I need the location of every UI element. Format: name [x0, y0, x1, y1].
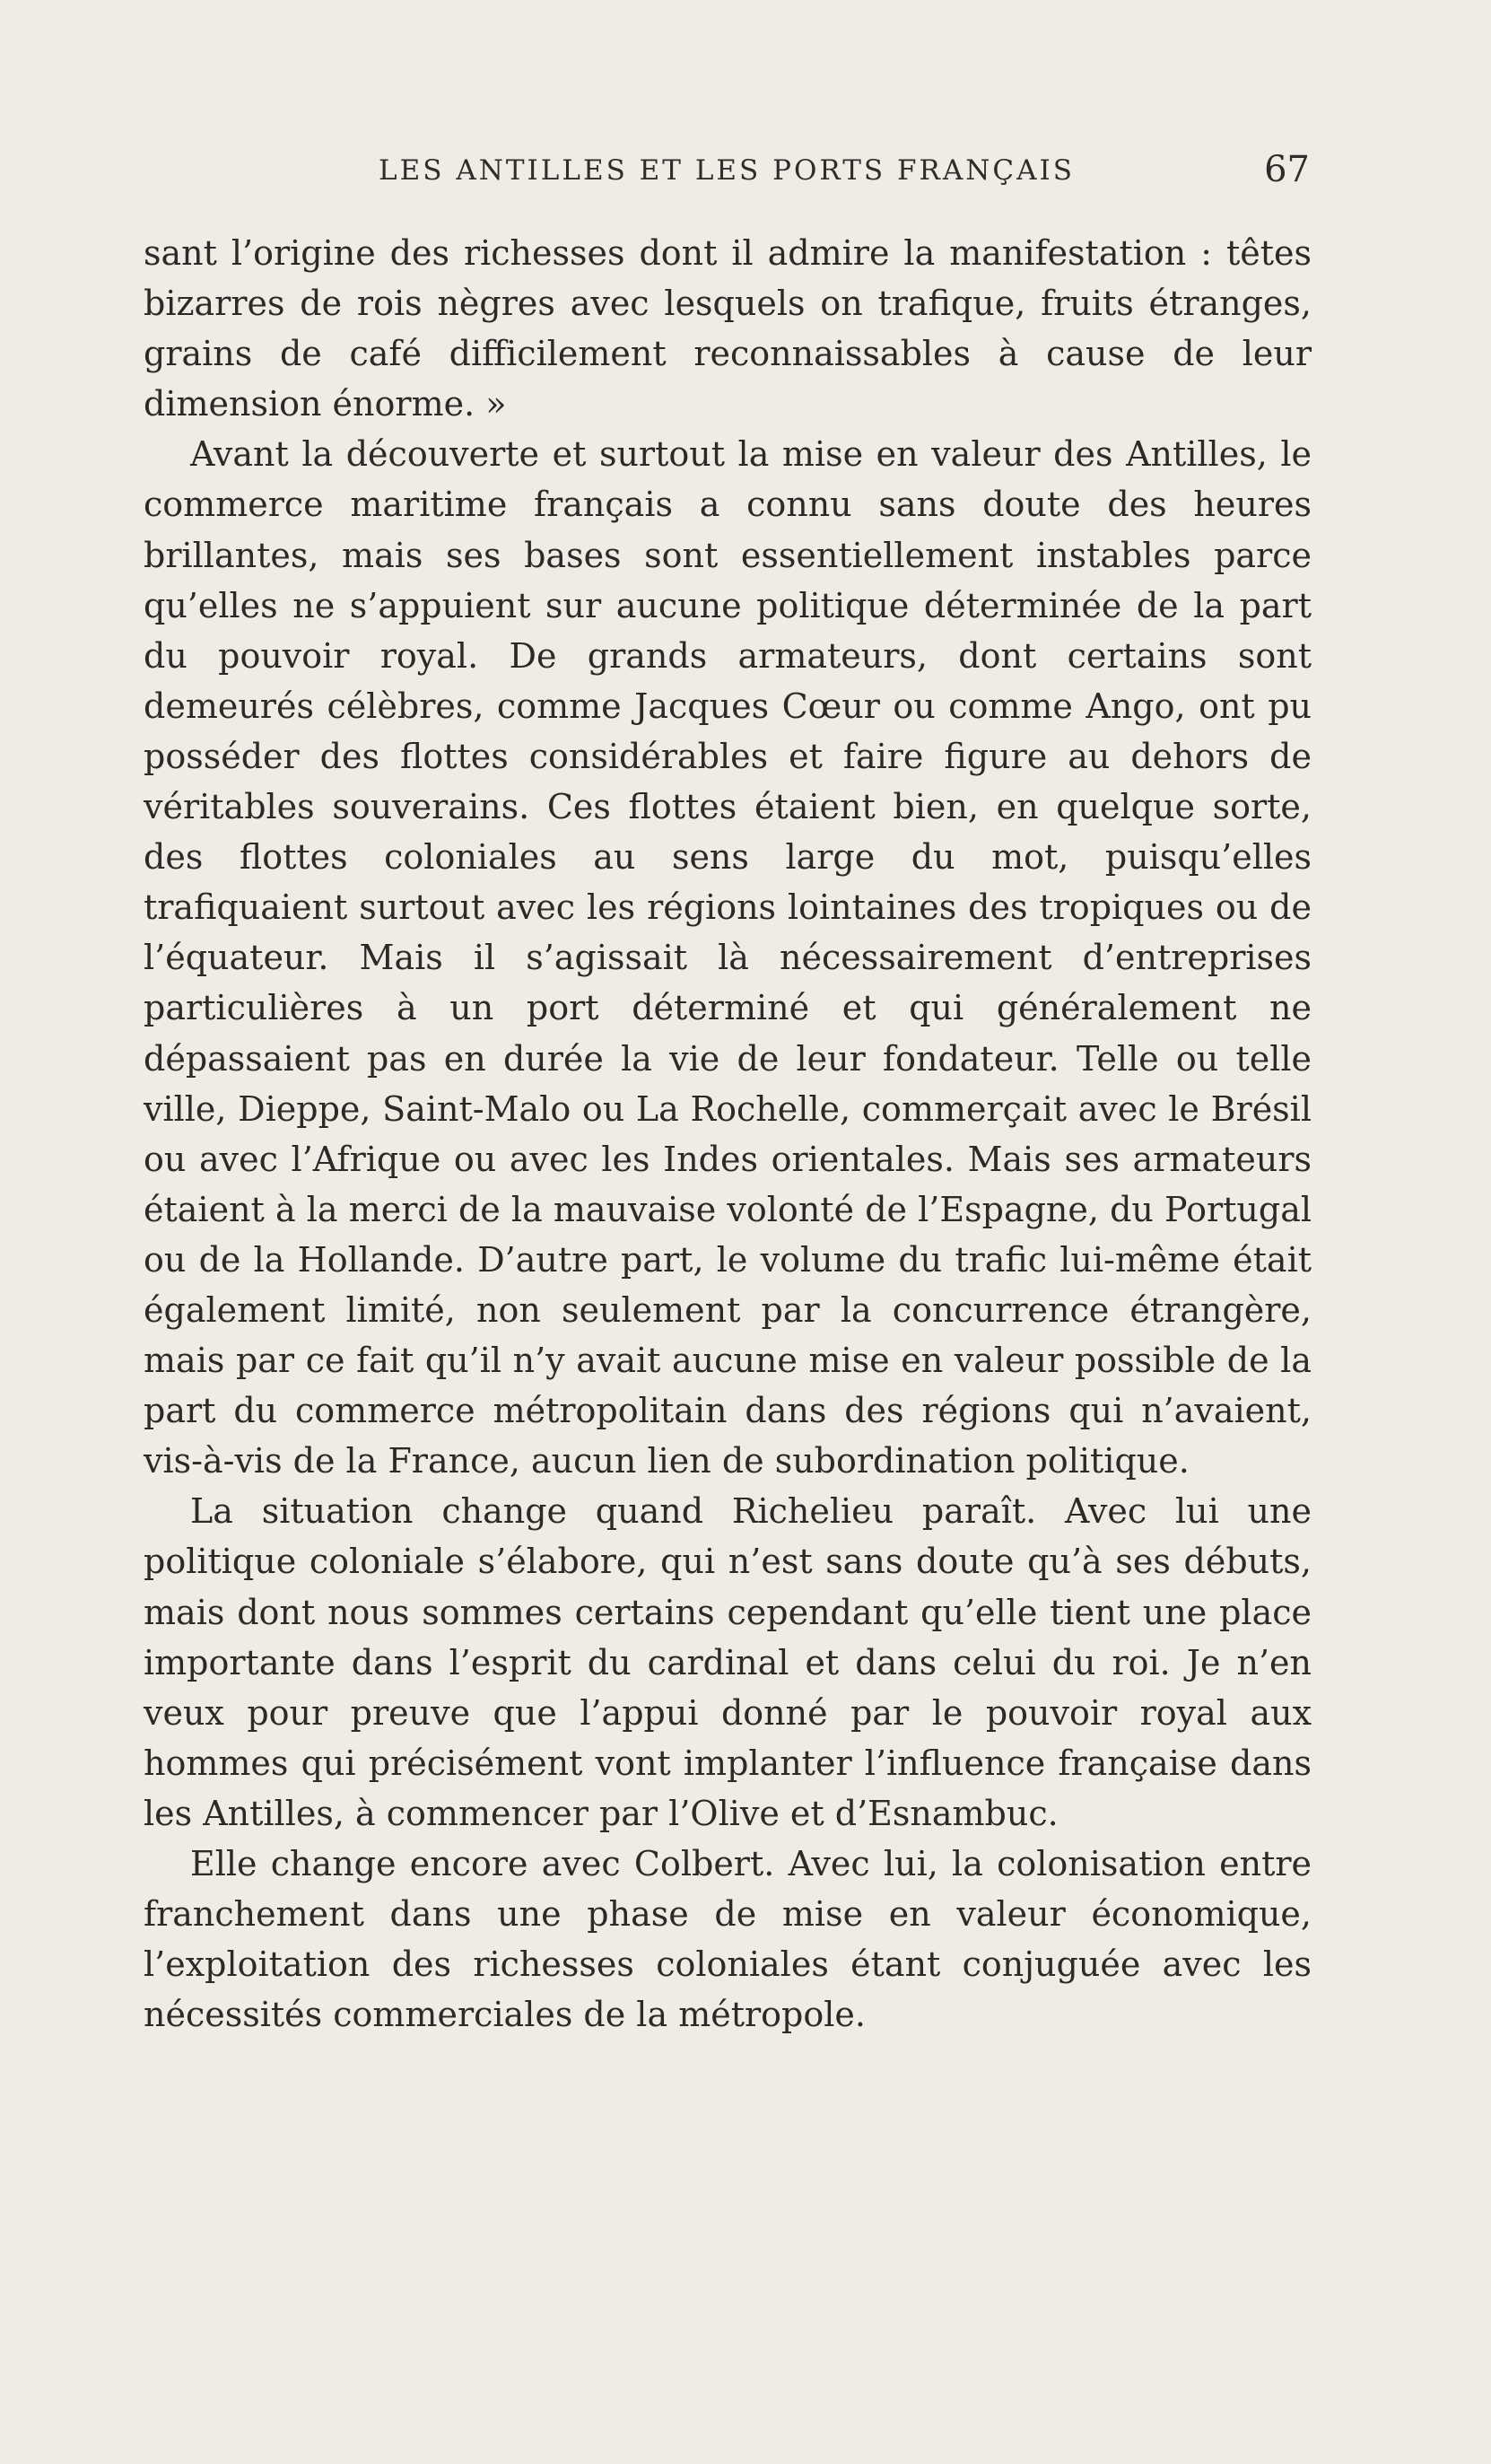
paragraph-richelieu: La situation change quand Richelieu paraît. Avec lui une politique coloniale s’élabore, qui n’est sans doute qu’à ses débuts, mais dont nous sommes certains cependant qu’elle tient une place importante dans l’esprit du cardinal et dans celui du roi. Je n’en veux pour preuve que l’appui donné par le pouvoir royal aux hommes qui précisément vont implanter l’influence française dans les Antilles, à commencer par l’Olive et d’Esnambuc.	[144, 1491, 1312, 1833]
body-text	[144, 228, 1312, 2040]
paragraph-commerce-maritime: Avant la découverte et surtout la mise en valeur des Antilles, le commerce maritime français a connu sans doute des heures brillantes, mais ses bases sont essentiellement instables parce qu’elles ne s’appuient sur aucune politique déterminée de la part du pouvoir royal. De grands armateurs, dont certains sont demeurés célèbres, comme Jacques Cœur ou comme Ango, ont pu posséder des flottes considérables et faire figure au dehors de véritables souverains. Ces flottes étaient bien, en quelque sorte, des flottes coloniales au sens large du mot, puisqu’elles trafiquaient surtout avec les régions lointaines des tropiques ou de l’équateur. Mais il s’agissait là nécessairement d’entreprises particulières à un port déterminé et qui généralement ne dépassaient pas en durée la vie de leur fondateur. Telle ou telle ville, Dieppe, Saint-Malo ou La Rochelle, commerçait avec le Brésil ou avec l’Afrique ou avec les Indes orientales. Mais ses armateurs étaient à la merci de la mauvaise volonté de l’Espagne, du Portugal ou de la Hollande. D’autre part, le volume du trafic lui-même était également limité, non seulement par la concurrence étrangère, mais par ce fait qu’il n’y avait aucune mise en valeur possible de la part du commerce métropolitain dans des régions qui n’avaient, vis-à-vis de la France, aucun lien de subordination politique.	[144, 434, 1312, 1481]
running-title: LES ANTILLES ET LES PORTS FRANÇAIS	[379, 154, 1075, 187]
running-head	[144, 149, 1310, 194]
paragraph-continuation: sant l’origine des richesses dont il admire la manifestation : têtes bizarres de rois nègres avec lesquels on trafique, fruits étranges, grains de café difficilement reconnaissables à cause de leur dimension énorme. »	[144, 233, 1312, 424]
paragraph-colbert: Elle change encore avec Colbert. Avec lui, la colonisation entre franchement dans une phase de mise en valeur économique, l’exploitation des richesses coloniales étant conjuguée avec les nécessités commerciales de la métropole.	[144, 1844, 1312, 2035]
page-number: 67	[1264, 149, 1310, 190]
